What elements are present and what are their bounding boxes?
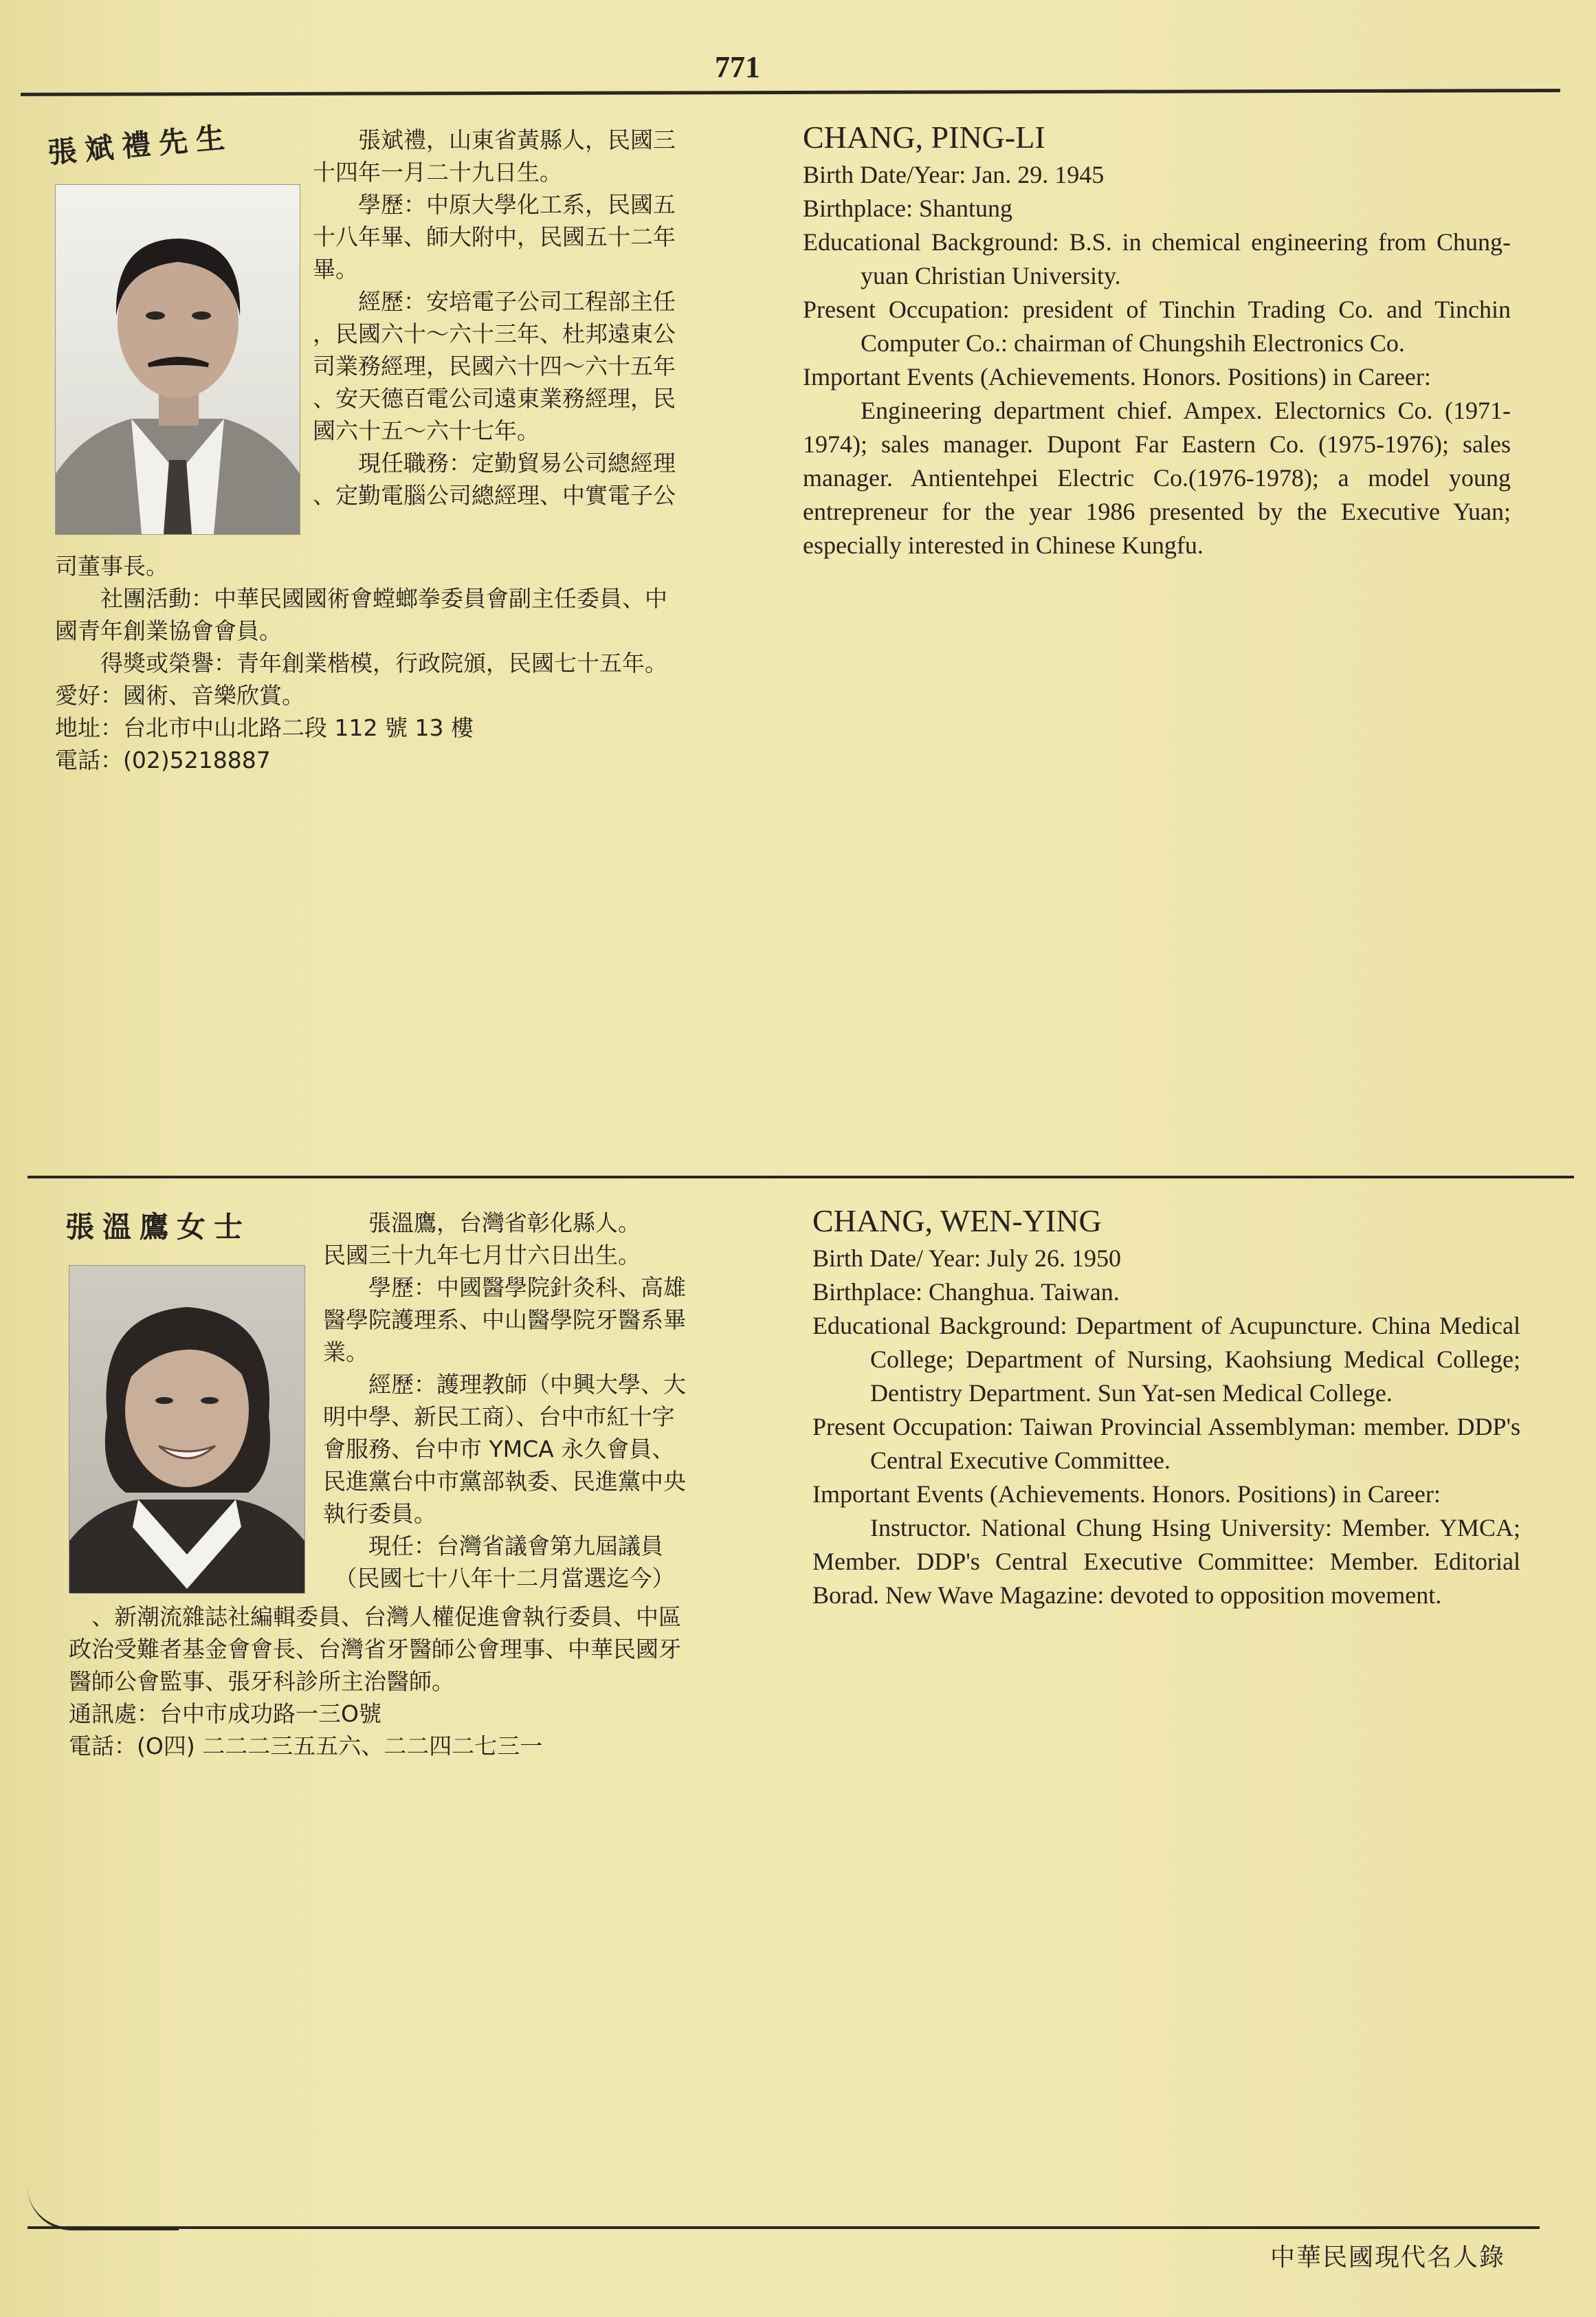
entry-2-chinese-bio: [323, 1207, 686, 1594]
bio-line: 明中學、新民工商）、台中市紅十字: [323, 1403, 675, 1430]
bio-line: 會服務、台中市 YMCA 永久會員、: [323, 1436, 675, 1462]
bio-line: 經歷：安培電子公司工程部主任: [313, 288, 676, 315]
career-text: Instructor. National Chung Hsing University: Member. YMCA; Member. DDP's Central Executive Committee: Member. Editorial Borad. New Wave Magazine: devoted to opposition movement.: [812, 1514, 1520, 1609]
educational-background: Educational Background: B.S. in chemical engineering from Chung-yuan Christian University.: [803, 228, 1511, 289]
birth-date: Birth Date/ Year: July 26. 1950: [812, 1244, 1121, 1272]
section-divider: [27, 1176, 1574, 1178]
bio-line: 現任職務：定勤貿易公司總經理: [313, 450, 676, 476]
entry-2-chinese-name: 張溫鷹女士: [65, 1210, 252, 1244]
entry-1-english-name: CHANG, PING-LI: [803, 120, 1045, 155]
bio-line: 業。: [323, 1339, 368, 1365]
present-occupation: Present Occupation: Taiwan Provincial Assemblyman: member. DDP's Central Executive Committee.: [812, 1413, 1520, 1474]
book-title-footer: 中華民國現代名人錄: [1270, 2243, 1506, 2272]
bio-line: 張斌禮，山東省黃縣人，民國三: [313, 127, 676, 153]
bio-line: 愛好：國術、音樂欣賞。: [55, 682, 304, 709]
bio-line: 民進黨台中市黨部執委、民進黨中央: [323, 1468, 686, 1495]
entry-1-chinese-bio: [313, 124, 676, 512]
entry-1-english-bio: [803, 118, 1511, 562]
bio-line: ，民國六十～六十三年、杜邦遠東公: [313, 320, 676, 347]
entry-1-portrait-photo: [55, 184, 300, 535]
bio-line: 、新潮流雜誌社編輯委員、台灣人權促進會執行委員、中區: [69, 1603, 681, 1630]
entry-2-portrait-photo: [69, 1265, 305, 1594]
bio-line: 醫學院護理系、中山醫學院牙醫系畢: [323, 1306, 686, 1333]
entry-1-chinese-bio-continued: [55, 550, 667, 776]
educational-background: Educational Background: Department of Acupuncture. China Medical College; Department of Nursing, Kaohsiung Medical College; Dentistry Department. Sun Yat-sen Medical College.: [812, 1312, 1520, 1407]
bio-line: 張溫鷹，台灣省彰化縣人。: [323, 1209, 641, 1236]
bio-line: 十八年畢、師大附中，民國五十二年: [313, 223, 676, 250]
bio-line: 電話：(O四) 二二二三五五六、二二四二七三一: [69, 1733, 543, 1759]
entry-2-english-bio: [812, 1202, 1520, 1612]
bio-line: 地址：台北市中山北路二段 112 號 13 樓: [55, 714, 474, 741]
page-number: 771: [715, 50, 760, 84]
bio-line: 電話：(02)5218887: [55, 747, 271, 773]
bio-line: 國六十五～六十七年。: [313, 417, 540, 444]
bio-line: 醫師公會監事、張牙科診所主治醫師。: [69, 1668, 454, 1695]
birthplace: Birthplace: Changhua. Taiwan.: [812, 1278, 1120, 1306]
birth-date: Birth Date/Year: Jan. 29. 1945: [803, 161, 1105, 188]
bio-line: 司業務經理，民國六十四～六十五年: [313, 353, 676, 380]
bio-line: 現任：台灣省議會第九屆議員: [323, 1533, 663, 1559]
career-text: Engineering department chief. Ampex. Electornics Co. (1971-1974); sales manager. Dupont Far Eastern Co. (1975-1976); sales manager. Antientehpei Electric Co.(1976-1978); a model young entrepreneur for the year 1986 presented by the Executive Yuan; especially interested in Chinese Kungfu.: [803, 397, 1511, 559]
bio-line: 通訊處：台中市成功路一三O號: [69, 1700, 381, 1727]
bio-line: 民國三十九年七月廿六日出生。: [323, 1242, 641, 1269]
entry-2-chinese-bio-continued: [69, 1601, 681, 1762]
present-occupation: Present Occupation: president of Tinchin Trading Co. and Tinchin Computer Co.: chairman of Chungshih Electronics Co.: [803, 296, 1511, 357]
bio-line: 國青年創業協會會員。: [55, 617, 282, 644]
bottom-rule: [27, 2226, 1540, 2229]
bio-line: 執行委員。: [323, 1500, 436, 1527]
important-events-heading: Important Events (Achievements. Honors. Positions) in Career:: [803, 363, 1431, 391]
bio-line: 畢。: [313, 256, 358, 283]
bio-line: （民國七十八年十二月當選迄今）: [323, 1565, 675, 1592]
bio-line: 、定勤電腦公司總經理、中實電子公: [313, 482, 676, 509]
bio-line: 學歷：中國醫學院針灸科、高雄: [323, 1274, 686, 1301]
important-events-heading: Important Events (Achievements. Honors. Positions) in Career:: [812, 1480, 1441, 1508]
top-rule: [21, 89, 1560, 96]
bottom-rule-curve: [27, 2186, 179, 2230]
entry-2-english-name: CHANG, WEN-YING: [812, 1203, 1102, 1238]
bio-line: 司董事長。: [55, 553, 168, 580]
bio-line: 、安天德百電公司遠東業務經理，民: [313, 385, 676, 412]
bio-line: 政治受難者基金會會長、台灣省牙醫師公會理事、中華民國牙: [69, 1636, 681, 1662]
bio-line: 學歷：中原大學化工系，民國五: [313, 191, 676, 218]
bio-line: 十四年一月二十九日生。: [313, 159, 562, 186]
bio-line: 社團活動：中華民國國術會螳螂拳委員會副主任委員、中: [55, 585, 667, 612]
entry-1-chinese-name: 張斌禮先生: [46, 120, 234, 171]
birthplace: Birthplace: Shantung: [803, 195, 1012, 222]
bio-line: 得獎或榮譽：青年創業楷模，行政院頒，民國七十五年。: [55, 650, 667, 677]
bio-line: 經歷：護理教師（中興大學、大: [323, 1371, 686, 1398]
portrait-man-image: [56, 185, 300, 534]
portrait-woman-image: [69, 1266, 304, 1593]
